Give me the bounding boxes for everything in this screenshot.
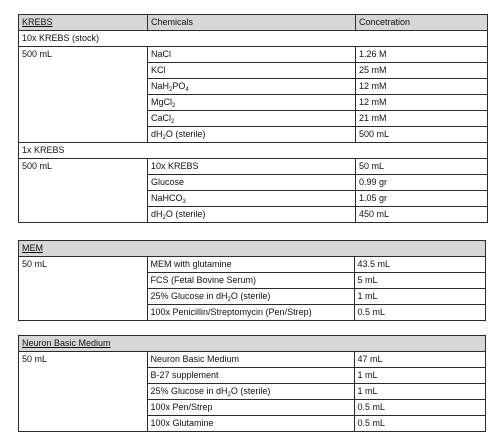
concentration-cell: 12 mM	[356, 95, 488, 111]
concentration-cell: 0.99 gr	[356, 175, 488, 191]
concentration-cell: 1 mL	[354, 289, 486, 305]
table-row	[19, 127, 488, 143]
concentration-cell: 21 mM	[356, 111, 488, 127]
chemical-cell: Glucose	[148, 175, 356, 191]
chemicals-header: Chemicals	[148, 15, 356, 31]
table-row	[19, 175, 488, 191]
concentration-cell: 12 mM	[356, 79, 488, 95]
working-label: 1x KREBS	[19, 143, 148, 159]
concentration-cell: 1 mL	[354, 368, 486, 384]
mem-table	[18, 240, 486, 321]
chemical-cell: 25% Glucose in $dH_2O$ (sterile)	[147, 384, 354, 400]
table-row	[19, 305, 486, 321]
table-row	[19, 289, 486, 305]
table-row	[19, 63, 488, 79]
neuron-basic-medium-table	[18, 335, 486, 432]
table-row	[19, 111, 488, 127]
table-row	[19, 352, 486, 368]
working-label-row	[19, 143, 488, 159]
chemical-cell: KCl	[148, 63, 356, 79]
table-row	[19, 207, 488, 223]
table-row	[19, 191, 488, 207]
chemical-cell: 10x KREBS	[148, 159, 356, 175]
nbm-volume: 50 mL	[19, 352, 148, 368]
table-row	[19, 159, 488, 175]
nbm-title: Neuron Basic Medium	[19, 336, 148, 352]
chemical-cell: CaCl$_2$	[148, 111, 356, 127]
concentration-cell: 0.5 mL	[354, 416, 486, 432]
krebs-header-row	[19, 15, 488, 31]
nbm-header-row	[19, 336, 486, 352]
concentration-cell: 0.5 mL	[354, 400, 486, 416]
chemical-cell: Neuron Basic Medium	[147, 352, 354, 368]
table-row	[19, 368, 486, 384]
table-row	[19, 384, 486, 400]
chemical-cell: MEM with glutamine	[147, 257, 354, 273]
working-volume: 500 mL	[19, 159, 148, 175]
table-row	[19, 79, 488, 95]
table-row	[19, 47, 488, 63]
mem-title: MEM	[19, 241, 148, 257]
concentration-cell: 25 mM	[356, 63, 488, 79]
chemical-cell: NaHCO$_3$	[148, 191, 356, 207]
table-row	[19, 400, 486, 416]
mem-volume: 50 mL	[19, 257, 148, 273]
concentration-cell: 1 mL	[354, 384, 486, 400]
concentration-cell: 500 mL	[356, 127, 488, 143]
concentration-cell: 50 mL	[356, 159, 488, 175]
concentration-cell: 450 mL	[356, 207, 488, 223]
concentration-cell: 43.5 mL	[354, 257, 486, 273]
chemical-cell: NaCl	[148, 47, 356, 63]
chemical-cell: 100x Pen/Strep	[147, 400, 354, 416]
concentration-cell: 47 mL	[354, 352, 486, 368]
concentration-cell: 1.05 gr	[356, 191, 488, 207]
chemical-cell: FCS (Fetal Bovine Serum)	[147, 273, 354, 289]
table-row	[19, 416, 486, 432]
stock-label-row	[19, 31, 488, 47]
concentration-header: Concetration	[356, 15, 488, 31]
concentration-cell: 1.26 M	[356, 47, 488, 63]
chemical-cell: B-27 supplement	[147, 368, 354, 384]
chemical-cell: 100x Penicillin/Streptomycin (Pen/Strep)	[147, 305, 354, 321]
stock-volume: 500 mL	[19, 47, 148, 63]
chemical-cell: 25% Glucose in $dH_2O$ (sterile)	[147, 289, 354, 305]
chemical-cell: $NaH_2PO_4$	[148, 79, 356, 95]
table-row	[19, 95, 488, 111]
krebs-title: KREBS	[19, 15, 148, 31]
mem-header-row	[19, 241, 486, 257]
chemical-cell: MgCl$_2$	[148, 95, 356, 111]
chemical-cell: $dH_2O$ (sterile)	[148, 127, 356, 143]
krebs-table	[18, 14, 488, 223]
stock-label: 10x KREBS (stock)	[19, 31, 148, 47]
table-row	[19, 257, 486, 273]
concentration-cell: 5 mL	[354, 273, 486, 289]
chemical-cell: 100x Glutamine	[147, 416, 354, 432]
concentration-cell: 0.5 mL	[354, 305, 486, 321]
chemical-cell: $dH_2O$ (sterile)	[148, 207, 356, 223]
table-row	[19, 273, 486, 289]
